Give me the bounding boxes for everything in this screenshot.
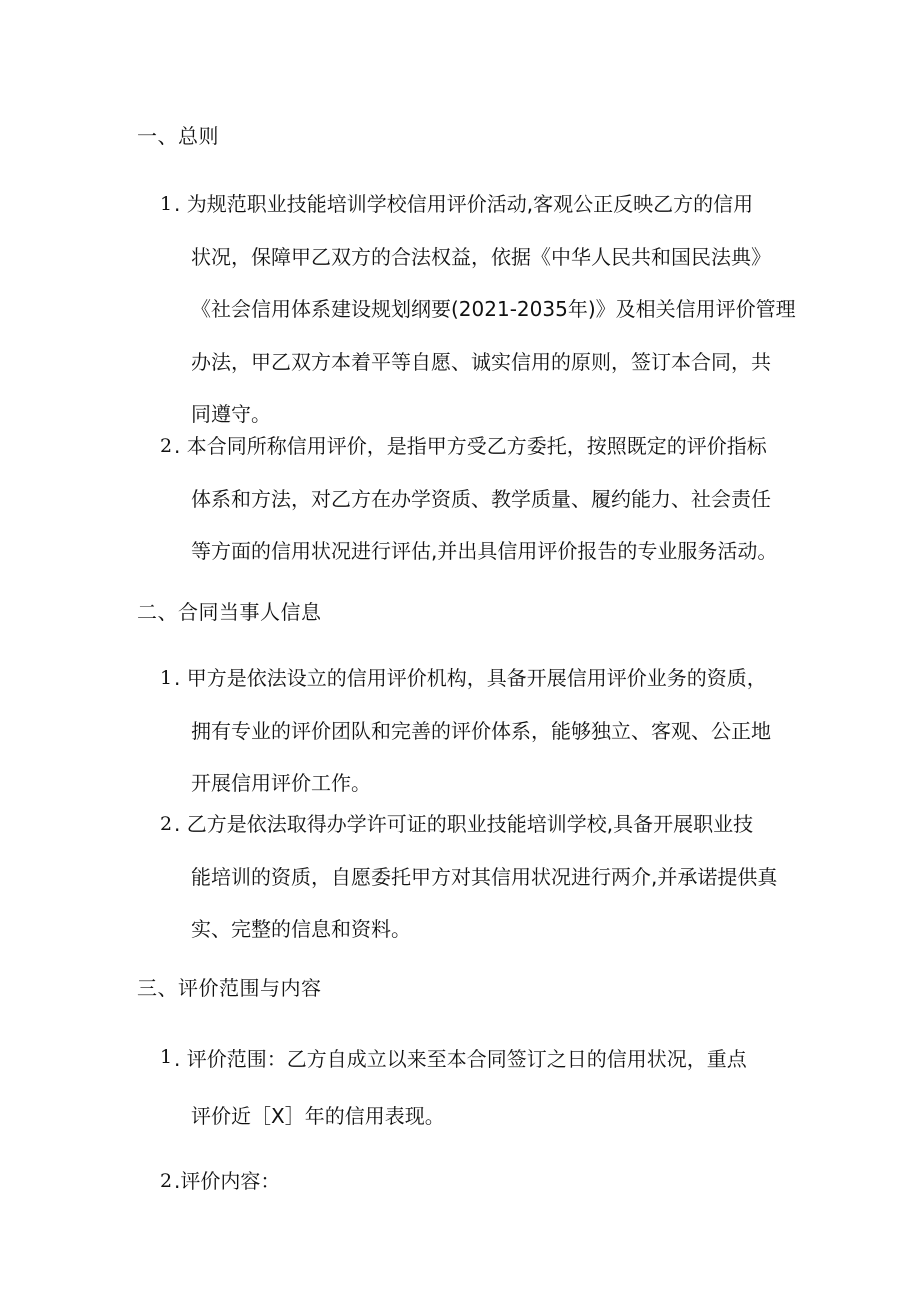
item-text [174, 652, 800, 810]
text-line: .评价内容： [174, 1169, 281, 1193]
text-line: 能培训的资质，自愿委托甲方对其信用状况进行两介,并承诺提供真 [191, 864, 778, 889]
text-line: . 为规范职业技能培训学校信用评价活动,客观公正反映乙方的信用 [174, 192, 754, 216]
text-line: . 乙方是依法取得办学许可证的职业技能培训学校,具备开展职业技 [174, 812, 754, 836]
text-line: 同遵守。 [191, 402, 271, 426]
text-line: 拥有专业的评价团队和完善的评价体系，能够独立、客观、公正地 [191, 718, 771, 743]
item-number: 1 [160, 667, 173, 689]
text-line: 体系和方法，对乙方在办学资质、教学质量、履约能力、社会责任 [191, 486, 771, 511]
item-text [174, 1155, 800, 1208]
section-heading-scope: 三、评价范围与内容 [137, 976, 322, 1000]
text-line: . 甲方是依法设立的信用评价机构，具备开展信用评价业务的资质， [174, 666, 767, 690]
text-line: 评价近［X］年的信用表现。 [191, 1104, 445, 1128]
section-heading-parties: 二、合同当事人信息 [137, 600, 322, 624]
item-text [174, 420, 800, 578]
item-number: 2 [160, 813, 173, 835]
item-text [174, 798, 800, 956]
text-line: 开展信用评价工作。 [191, 771, 371, 795]
item-text [174, 1031, 800, 1145]
item-number: 2 [160, 1170, 173, 1192]
text-line: 等方面的信用状况进行评估,并出具信用评价报告的专业服务活动。 [191, 539, 778, 563]
text-line: 实、完整的信息和资料。 [191, 917, 411, 941]
item-number: 1 [160, 1046, 173, 1068]
section-heading-general: 一、总则 [137, 124, 219, 148]
item-text [174, 178, 800, 441]
text-line: 办法，甲乙双方本着平等自愿、诚实信用的原则，签订本合同，共 [191, 349, 771, 374]
text-line: 状况，保障甲乙双方的合法权益，依据《中华人民共和国民法典》 [191, 244, 771, 269]
item-number: 2 [160, 435, 173, 457]
text-line: . 评价范围：乙方自成立以来至本合同签订之日的信用状况，重点 [174, 1047, 747, 1071]
text-line: 《社会信用体系建设规划纲要(2021-2035年)》及相关信用评价管理 [191, 297, 796, 321]
text-line: . 本合同所称信用评价，是指甲方受乙方委托，按照既定的评价指标 [174, 434, 767, 458]
item-number: 1 [160, 193, 173, 215]
